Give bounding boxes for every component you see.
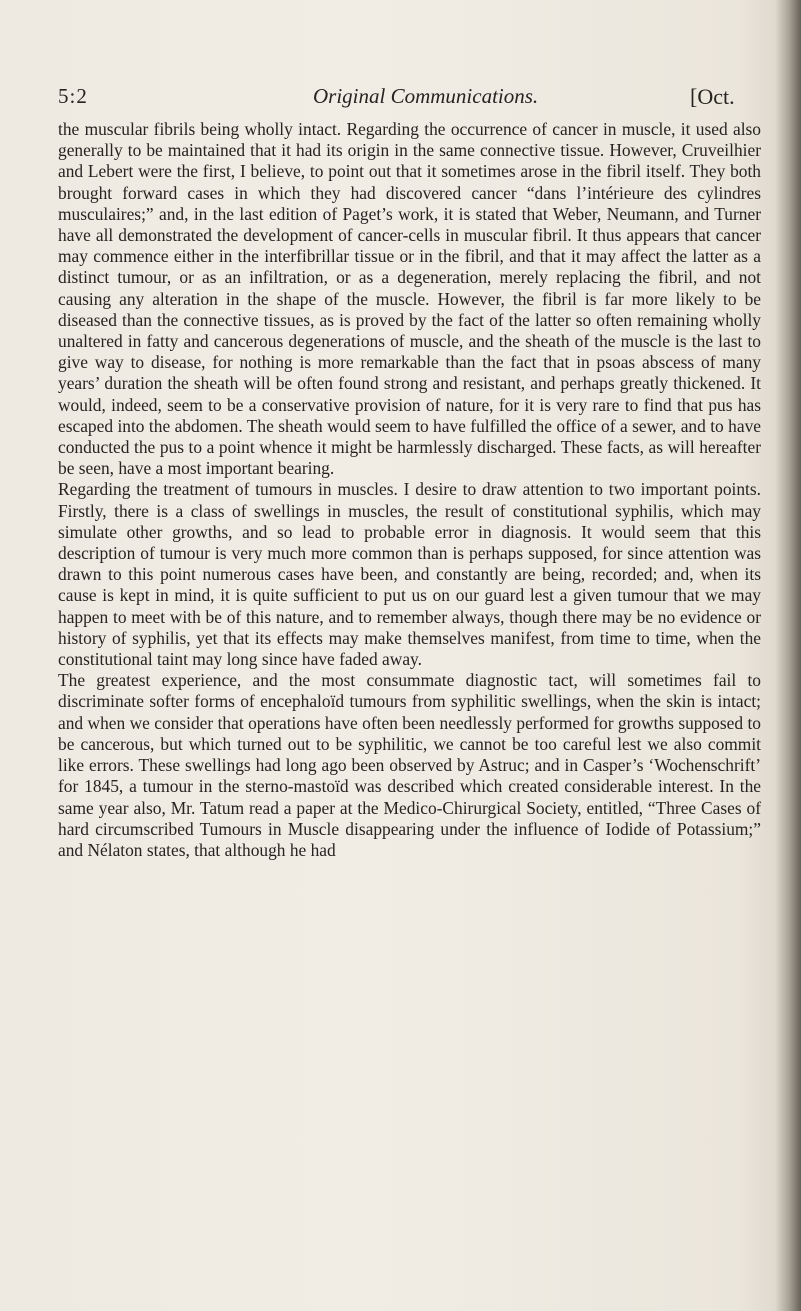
journal-title: Original Communications.: [313, 84, 539, 108]
running-head: [58, 84, 758, 114]
paragraph: The greatest experience, and the most consummate diagnostic tact, will sometimes fail to discriminate softer forms of encephaloïd tumours from syphilitic swellings, when the skin is intact; and when we consider that operations have often been needlessly performed for growths supposed to be cancerous, but which turned out to be syphilitic, we cannot be too careful lest we also commit like errors. These swellings had long ago been observed by Astruc; and in Casper’s ‘Wochenschrift’ for 1845, a tumour in the sterno-mastoïd was described which created considerable interest. In the same year also, Mr. Tatum read a paper at the Medico-Chirurgical Society, entitled, “Three Cases of hard circumscribed Tumours in Muscle disappearing under the influence of Iodide of Potassium;” and Nélaton states, that although he had: [58, 670, 761, 860]
page-number: 5:2: [58, 84, 88, 108]
article-body: [58, 119, 761, 861]
paragraph: Regarding the treatment of tumours in muscles. I desire to draw attention to two important points. Firstly, there is a class of swellings in muscles, the result of constitutional syphilis, which may simulate other growths, and so lead to probable error in diagnosis. It would seem that this description of tumour is very much more common than is perhaps supposed, for since attention was drawn to this point numerous cases have been, and constantly are being, recorded; and, when its cause is kept in mind, it is quite sufficient to put us on our guard lest a given tumour that we may happen to meet with be of this nature, and to remember always, though there may be no evidence or history of syphilis, yet that its effects may make themselves manifest, from time to time, when the constitutional taint may long since have faded away.: [58, 479, 761, 670]
paragraph: the muscular fibrils being wholly intact. Regarding the occurrence of cancer in muscle, it used also generally to be maintained that it had its origin in the same connective tissue. However, Cruveilhier and Lebert were the first, I believe, to point out that it sometimes arose in the fibril itself. They both brought forward cases in which they had discovered cancer “dans l’intérieure des cylindres musculaires;” and, in the last edition of Paget’s work, it is stated that Weber, Neumann, and Turner have all demonstrated the development of cancer-cells in muscular fibril. It thus appears that cancer may commence either in the interfibrillar tissue or in the fibril, and that it may affect the latter as a distinct tumour, or as an infiltration, or as a degeneration, merely replacing the fibril, and not causing any alteration in the shape of the muscle. However, the fibril is far more likely to be diseased than the connective tissues, as is proved by the fact of the latter so often remaining wholly unaltered in fatty and cancerous degenerations of muscle, and the sheath of the muscle is the last to give way to disease, for nothing is more remarkable than the fact that in psoas abscess of many years’ duration the sheath will be often found strong and resistant, and perhaps greatly thickened. It would, indeed, seem to be a conservative provision of nature, for it is very rare to find that pus has escaped into the abdomen. The sheath would seem to have fulfilled the office of a sewer, and to have conducted the pus to a point whence it might be harmlessly discharged. These facts, as will hereafter be seen, have a most important bearing.: [58, 119, 761, 479]
page-edge-shadow: [775, 0, 801, 1311]
issue-date: [Oct.: [690, 84, 735, 109]
